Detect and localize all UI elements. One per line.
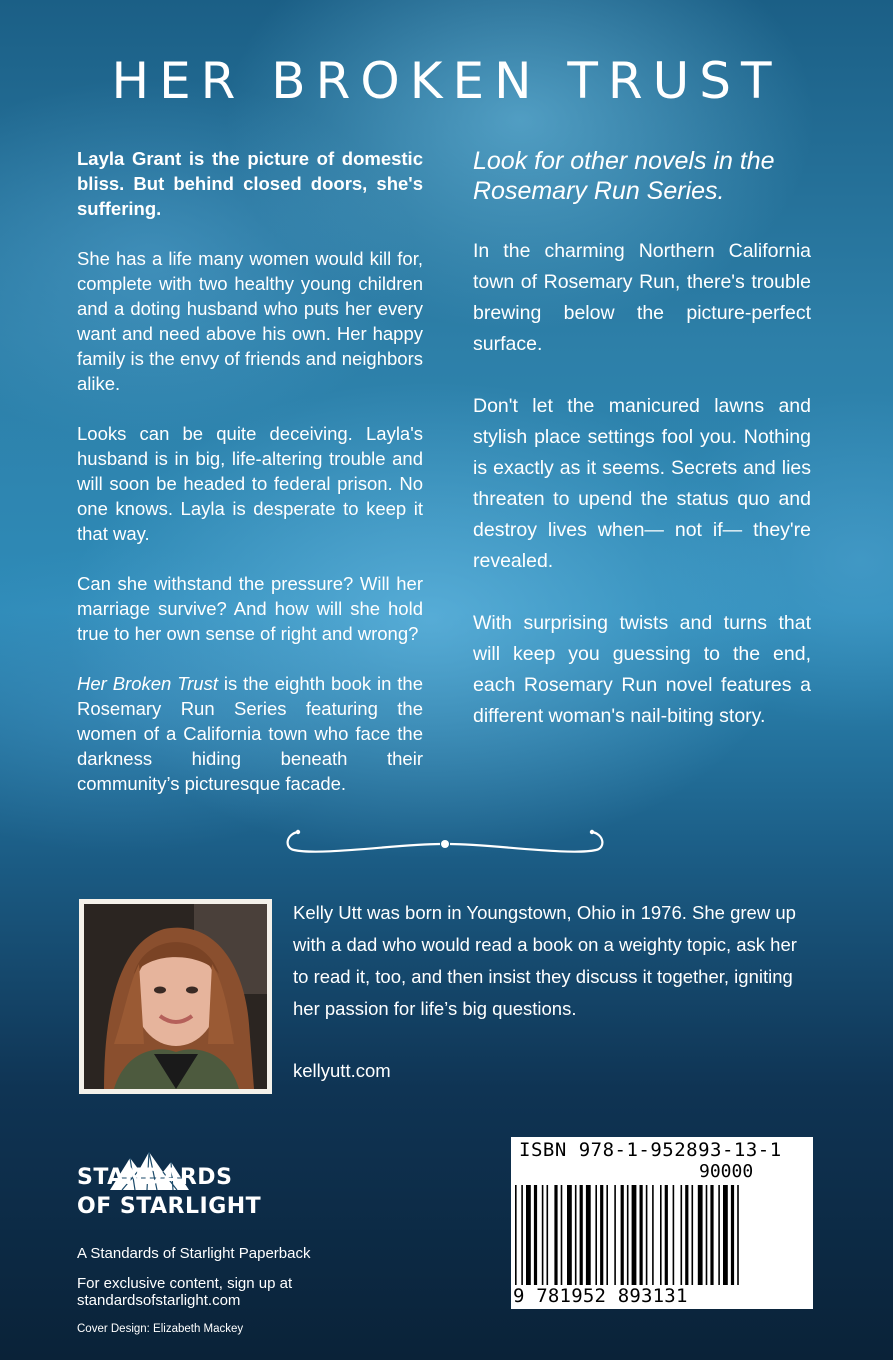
isbn-digits: 9 781952 893131 — [513, 1285, 688, 1307]
barcode-bar — [710, 1185, 713, 1285]
barcode-bars — [511, 1137, 813, 1309]
blurb-lead: Layla Grant is the picture of domestic bliss. But behind closed doors, she's suffering. — [77, 148, 423, 219]
decorative-flourish — [280, 826, 610, 862]
barcode-bar — [665, 1185, 668, 1285]
signup-url[interactable]: standardsofstarlight.com — [77, 1292, 241, 1309]
barcode-bar — [685, 1185, 688, 1285]
blurb-paragraph: Can she withstand the pressure? Will her marriage survive? And how will she hold true to her own sense of right and wrong? — [77, 573, 423, 644]
isbn-label: ISBN 978-1-952893-13-1 — [519, 1139, 782, 1161]
blurb-paragraph: She has a life many women would kill for, complete with two healthy young children and a doting husband who puts her every want and need above his own. Her happy family is the envy of friends and neighbors alike. — [77, 248, 423, 394]
author-photo — [79, 899, 272, 1094]
logo-line: OF STARLIGHT — [77, 1194, 262, 1219]
barcode-bar — [621, 1185, 624, 1285]
barcode-bar — [542, 1185, 544, 1285]
author-website[interactable]: kellyutt.com — [293, 1060, 391, 1081]
barcode-bar — [673, 1185, 675, 1285]
barcode-bar — [595, 1185, 597, 1285]
barcode-bar — [580, 1185, 583, 1285]
barcode-bar — [632, 1185, 637, 1285]
barcode-bar — [723, 1185, 728, 1285]
barcode-bar — [652, 1185, 654, 1285]
barcode-bar — [600, 1185, 603, 1285]
barcode-bar — [640, 1185, 643, 1285]
barcode-bar — [627, 1185, 629, 1285]
barcode-bar — [554, 1185, 557, 1285]
barcode-bar — [521, 1185, 523, 1285]
barcode-bar — [547, 1185, 549, 1285]
signup-line: For exclusive content, sign up at — [77, 1275, 293, 1292]
barcode-bar — [614, 1185, 616, 1285]
barcode-bar — [698, 1185, 703, 1285]
isbn-barcode — [511, 1137, 813, 1309]
publisher-logo-wordmark — [77, 1163, 261, 1221]
price-code: 90000 — [699, 1161, 754, 1182]
author-bio-block — [293, 897, 813, 1117]
barcode-bar — [526, 1185, 531, 1285]
barcode-bar — [706, 1185, 708, 1285]
italic-book-title: Her Broken Trust — [77, 673, 218, 694]
imprint-text: A Standards of Starlight Paperback — [77, 1245, 311, 1262]
series-paragraph: In the charming Northern California town of Rosemary Run, there's trouble brewing below the picture-perfect surface. — [473, 240, 811, 355]
barcode-bar — [646, 1185, 648, 1285]
barcode-bar — [718, 1185, 720, 1285]
barcode-bar — [567, 1185, 572, 1285]
blurb-left-column — [77, 146, 423, 821]
barcode-bar — [534, 1185, 537, 1285]
barcode-bar — [681, 1185, 683, 1285]
series-description: is the eighth book in the Rosemary Run Series featuring the women of a California town who face the darkness hiding beneath their community’s picturesque facade. — [77, 673, 423, 794]
author-portrait-image — [84, 904, 267, 1089]
barcode-bar — [737, 1185, 739, 1285]
series-paragraph: With surprising twists and turns that will keep you guessing to the end, each Rosemary Run novel features a different woman's nail-biting story. — [473, 612, 811, 727]
blurb-series-paragraph — [77, 671, 423, 796]
barcode-bar — [731, 1185, 734, 1285]
cover-design-credit: Cover Design: Elizabeth Mackey — [77, 1323, 244, 1335]
book-title: HER BROKEN TRUST — [111, 52, 782, 110]
signup-text — [77, 1275, 292, 1309]
barcode-bar — [606, 1185, 608, 1285]
barcode-bar — [515, 1185, 517, 1285]
blurb-right-column — [473, 146, 811, 763]
barcode-bar — [586, 1185, 591, 1285]
series-paragraph: Don't let the manicured lawns and stylish place settings fool you. Nothing is exactly as it seems. Secrets and lies threaten to upend the status quo and destroy lives when— not if— they're revealed. — [473, 395, 811, 572]
logo-line: STANDARDS — [77, 1165, 233, 1190]
blurb-paragraph: Looks can be quite deceiving. Layla's husband is in big, life-altering trouble and will soon be headed to federal prison. No one knows. Layla is desperate to keep it that way. — [77, 423, 423, 544]
barcode-bar — [692, 1185, 694, 1285]
barcode-bar — [575, 1185, 577, 1285]
series-heading: Look for other novels in the Rosemary Run Series. — [473, 147, 775, 205]
barcode-bar — [561, 1185, 563, 1285]
barcode-bar — [660, 1185, 662, 1285]
author-bio: Kelly Utt was born in Youngstown, Ohio in 1976. She grew up with a dad who would read a book on a weighty topic, ask her to read it, too, and then insist they discuss it together, igniting her passion for life’s big questions. — [293, 902, 797, 1019]
